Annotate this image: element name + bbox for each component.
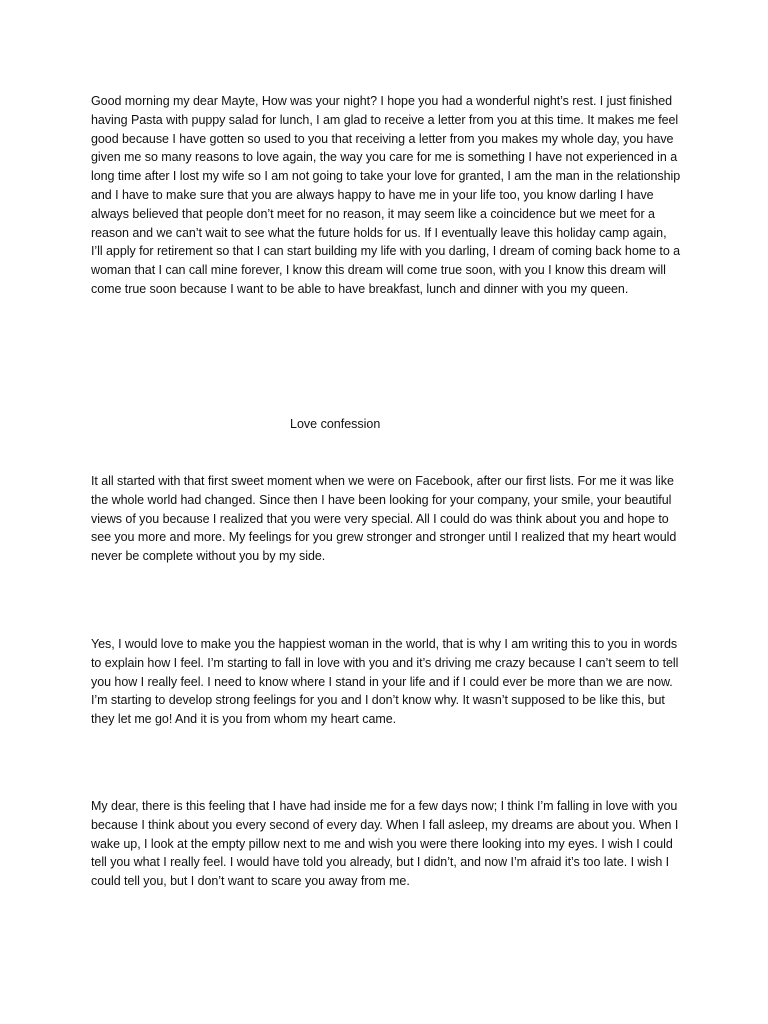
letter-paragraph-1: Good morning my dear Mayte, How was your night? I hope you had a wonderful night’s rest. I just finished having Pasta with puppy salad for lunch, I am glad to receive a letter from you at this time. It makes me feel good because I have gotten so used to you that receiving a letter from you makes my whole day, you have given me so many reasons to love again, the way you care for me is something I have not experienced in a long time after I lost my wife so I am not going to take your love for granted, I am the man in the relationship and I have to make sure that you are always happy to have me in your life too, you know darling I have always believed that people don’t meet for no reason, it may seem like a coincidence but we meet for a reason and we can’t wait to see what the future holds for us. If I eventually leave this holiday camp again, I’ll apply for retirement so that I can start building my life with you darling, I dream of coming back home to a woman that I can call mine forever, I know this dream will come true soon, with you I know this dream will come true soon because I want to be able to have breakfast, lunch and dinner with you my queen. — [91, 94, 681, 296]
confession-paragraph-1: It all started with that first sweet moment when we were on Facebook, after our first lists. For me it was like the whole world had changed. Since then I have been looking for your company, your smile, your beautiful views of you because I realized that you were very special. All I could do was think about you and hope to see you more and more. My feelings for you grew stronger and stronger until I realized that my heart would never be complete without you by my side. — [91, 474, 677, 564]
section-heading: Love confession — [290, 417, 381, 431]
confession-paragraph-3: My dear, there is this feeling that I have had inside me for a few days now; I think I’m falling in love with you because I think about you every second of every day. When I fall asleep, my dreams are about you. When I wake up, I look at the empty pillow next to me and wish you were there looking into my eyes. I wish I could tell you what I really feel. I would have told you already, but I didn’t, and now I’m afraid it’s too late. I wish I could tell you, but I don’t want to scare you away from me. — [91, 799, 679, 889]
confession-paragraph-2: Yes, I would love to make you the happiest woman in the world, that is why I am writing this to you in words to explain how I feel. I’m starting to fall in love with you and it’s driving me crazy because I can’t seem to tell you how I really feel. I need to know where I stand in your life and if I could ever be more than we are now. I’m starting to develop strong feelings for you and I don’t know why. It wasn’t supposed to be like this, but they let me go! And it is you from whom my heart came. — [91, 637, 679, 727]
